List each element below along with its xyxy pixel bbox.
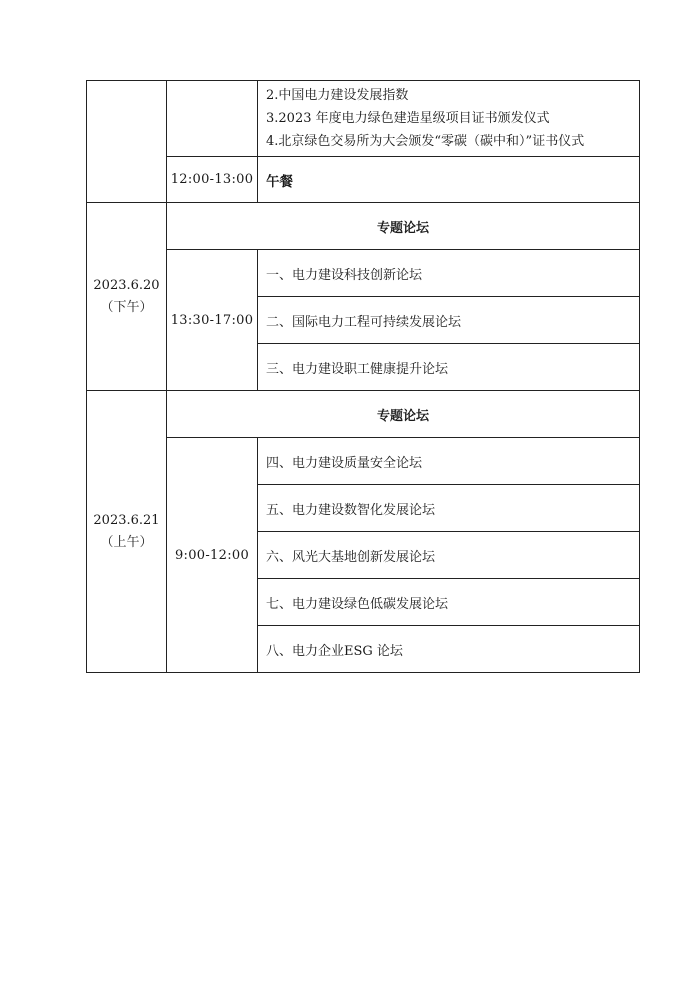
forum-item: 一、电力建设科技创新论坛	[258, 250, 640, 297]
lunch-cell	[258, 157, 640, 203]
table-row	[87, 438, 640, 485]
table-row	[87, 157, 640, 203]
day1-date: 2023.6.20	[93, 277, 160, 293]
ceremony-item: 4.北京绿色交易所为大会颁发“零碳（碳中和）”证书仪式	[266, 134, 585, 149]
forum-item: 五、电力建设数智化发展论坛	[258, 485, 640, 532]
forum-item: 四、电力建设质量安全论坛	[258, 438, 640, 485]
day1-section-header: 专题论坛	[167, 203, 640, 250]
ceremony-item: 3.2023 年度电力绿色建造星级项目证书颁发仪式	[266, 111, 550, 126]
forum-item: 八、电力企业ESG 论坛	[258, 626, 640, 673]
forum-item: 二、国际电力工程可持续发展论坛	[258, 297, 640, 344]
table-row	[87, 81, 640, 157]
time-cell-empty	[167, 81, 258, 157]
agenda-table	[86, 80, 640, 673]
ceremony-item: 2.中国电力建设发展指数	[266, 88, 409, 103]
day1-date-cell	[87, 203, 167, 391]
ceremony-items-cell	[258, 81, 640, 157]
forum-item: 七、电力建设绿色低碳发展论坛	[258, 579, 640, 626]
forum-item: 三、电力建设职工健康提升论坛	[258, 344, 640, 391]
day2-date: 2023.6.21	[93, 512, 160, 528]
table-row	[87, 203, 640, 250]
day2-section-header: 专题论坛	[167, 391, 640, 438]
ceremony-list	[266, 81, 639, 156]
day1-period: （下午）	[100, 299, 153, 315]
day1-time: 13:30-17:00	[167, 250, 258, 391]
day2-time: 9:00-12:00	[167, 438, 258, 673]
lunch-label: 午餐	[266, 173, 293, 190]
date-cell-empty	[87, 81, 167, 203]
day2-period: （上午）	[100, 534, 153, 550]
forum-item: 六、风光大基地创新发展论坛	[258, 532, 640, 579]
table-row	[87, 391, 640, 438]
table-row	[87, 250, 640, 297]
day2-date-cell	[87, 391, 167, 673]
lunch-time: 12:00-13:00	[167, 157, 258, 203]
